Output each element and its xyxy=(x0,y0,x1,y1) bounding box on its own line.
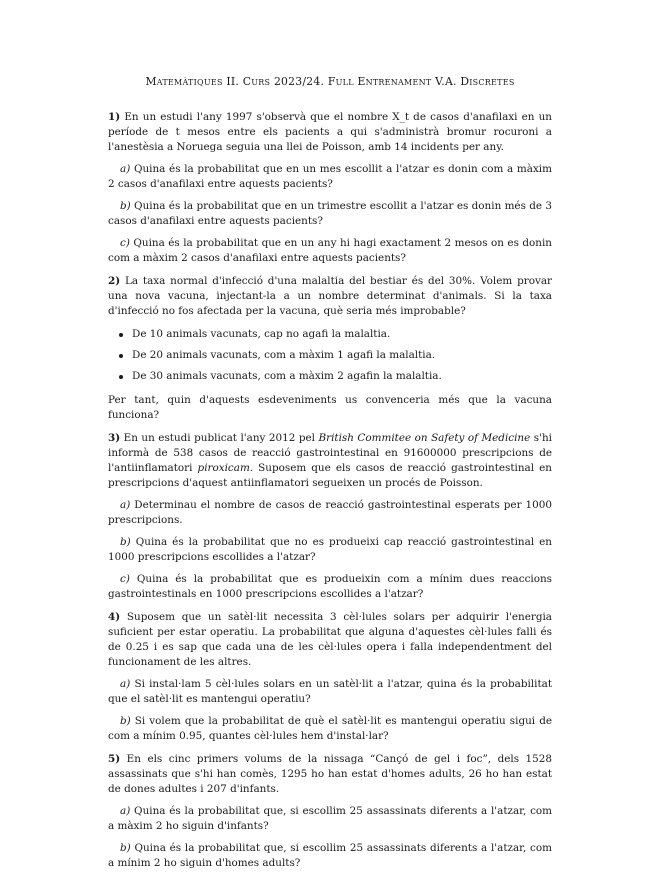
subquestion-text: Quina és la probabilitat que, si escollim 25 assassinats diferents a l'atzar, com a mínim 2 ho siguin d'homes adults? xyxy=(108,842,552,869)
subquestion-label: a) xyxy=(120,163,131,175)
problem-1 xyxy=(108,110,552,266)
problem-text: s'hi informà de 538 casos de reacció gastrointestinal en 91600000 prescripcions de l'antiinflamatori xyxy=(108,432,552,474)
subquestion-label: a) xyxy=(120,805,131,817)
subquestion-a xyxy=(108,804,552,834)
document-page xyxy=(108,74,552,879)
problem-statement xyxy=(108,431,552,491)
subquestion-b xyxy=(108,714,552,744)
list-item: De 30 animals vacunats, com a màxim 2 agafin la malaltia. xyxy=(108,369,552,384)
subquestion-text: Si instal·lam 5 cèl·lules solars en un satèl·lit a l'atzar, quina és la probabilitat que el satèl·lit es mantengui operatiu? xyxy=(108,678,553,705)
problem-statement xyxy=(108,610,552,670)
subquestion-label: a) xyxy=(120,499,131,511)
subquestion-label: b) xyxy=(120,200,131,212)
subquestion-c xyxy=(108,236,552,266)
subquestion-a xyxy=(108,498,552,528)
list-item: De 10 animals vacunats, cap no agafi la malaltia. xyxy=(108,327,552,342)
subquestion-label: b) xyxy=(120,715,131,727)
subquestion-text: Quina és la probabilitat que en un mes escollit a l'atzar es donin com a màxim 2 casos d'anafilaxi entre aquests pacients? xyxy=(108,163,552,190)
subquestion-text: Si volem que la probabilitat de què el satèl·lit es mantengui operatiu sigui de com a mínim 0.95, quantes cèl·lules hem d'instal·lar? xyxy=(108,715,552,742)
subquestion-text: Quina és la probabilitat que en un any hi hagi exactament 2 mesos on es donin com a màxim 2 casos d'anafilaxi entre aquests pacients? xyxy=(108,237,552,264)
subquestion-b xyxy=(108,199,552,229)
subquestion-b xyxy=(108,535,552,565)
problem-text: Suposem que un satèl·lit necessita 3 cèl·lules solars per adquirir l'energia suficient per estar operatiu. La probabilitat que alguna d'aquestes cèl·lules falli és de 0.25 i es sap que cada una de les cèl·lules opera i falla independentment del funcionament de les altres. xyxy=(108,611,552,668)
subquestion-text: Quina és la probabilitat que no es produeixi cap reacció gastrointestinal en 1000 prescripcions escollides a l'atzar? xyxy=(108,536,552,563)
problem-number: 4) xyxy=(108,611,121,623)
problem-number: 5) xyxy=(108,753,121,765)
problem-number: 3) xyxy=(108,432,121,444)
problem-number: 1) xyxy=(108,111,121,123)
subquestion-label: c) xyxy=(120,237,130,249)
drug-name: piroxicam. xyxy=(197,462,254,474)
problem-closing: Per tant, quin d'aquests esdeveniments us convenceria més que la vacuna funciona? xyxy=(108,394,552,421)
problem-statement xyxy=(108,274,552,319)
subquestion-a xyxy=(108,677,552,707)
bullet-list xyxy=(108,327,552,384)
problem-2 xyxy=(108,274,552,423)
problem-text: En els cinc primers volums de la nissaga “Cançó de gel i foc”, dels 1528 assassinats que s'hi han comès, 1295 ho han estat d'homes adults, 26 ho han estat de dones adultes i 207 d'infants. xyxy=(108,753,552,795)
problem-text: En un estudi l'any 1997 s'observà que el nombre X_t de casos d'anafilaxi en un període de t mesos entre els pacients a qui s'administrà bromur rocuroni a l'anestèsia a Noruega seguia una llei de Poisson, amb 14 incidents per any. xyxy=(108,111,552,153)
problem-number: 2) xyxy=(108,275,121,287)
subquestion-text: Quina és la probabilitat que, si escollim 25 assassinats diferents a l'atzar, com a màxim 2 ho siguin d'infants? xyxy=(108,805,553,832)
subquestion-c xyxy=(108,572,552,602)
problem-text: La taxa normal d'infecció d'una malaltia del bestiar és del 30%. Volem provar una nova vacuna, injectant-la a un nombre determinat d'animals. Si la taxa d'infecció no fos afectada per la vacuna, què seria més improbable? xyxy=(108,275,552,317)
problem-5 xyxy=(108,752,552,871)
problem-3 xyxy=(108,431,552,602)
subquestion-text: Determinau el nombre de casos de reacció gastrointestinal esperats per 1000 prescripcions. xyxy=(108,499,552,526)
problem-statement xyxy=(108,110,552,155)
subquestion-label: a) xyxy=(120,678,131,690)
problem-statement xyxy=(108,752,552,797)
problem-text: Suposem que els casos de reacció gastrointestinal en prescripcions d'aquest antiinflamatori segueixen un procés de Poisson. xyxy=(108,462,552,489)
subquestion-a xyxy=(108,162,552,192)
committee-name: British Commitee on Safety of Medicine xyxy=(318,432,531,444)
subquestion-label: b) xyxy=(120,536,131,548)
subquestion-text: Quina és la probabilitat que es produeixin com a mínim dues reaccions gastrointestinals en 1000 prescripcions escollides a l'atzar? xyxy=(108,573,552,600)
list-item: De 20 animals vacunats, com a màxim 1 agafi la malaltia. xyxy=(108,348,552,363)
problem-text: En un estudi publicat l'any 2012 pel xyxy=(123,432,315,444)
subquestion-label: c) xyxy=(120,573,130,585)
document-title: Matemàtiques II. Curs 2023/24. Full Entrenament V.A. Discretes xyxy=(145,75,515,88)
subquestion-text: Quina és la probabilitat que en un trimestre escollit a l'atzar es donin més de 3 casos d'anafilaxi entre aquests pacients? xyxy=(108,200,552,227)
subquestion-b xyxy=(108,841,552,871)
subquestion-label: b) xyxy=(120,842,131,854)
problem-4 xyxy=(108,610,552,744)
